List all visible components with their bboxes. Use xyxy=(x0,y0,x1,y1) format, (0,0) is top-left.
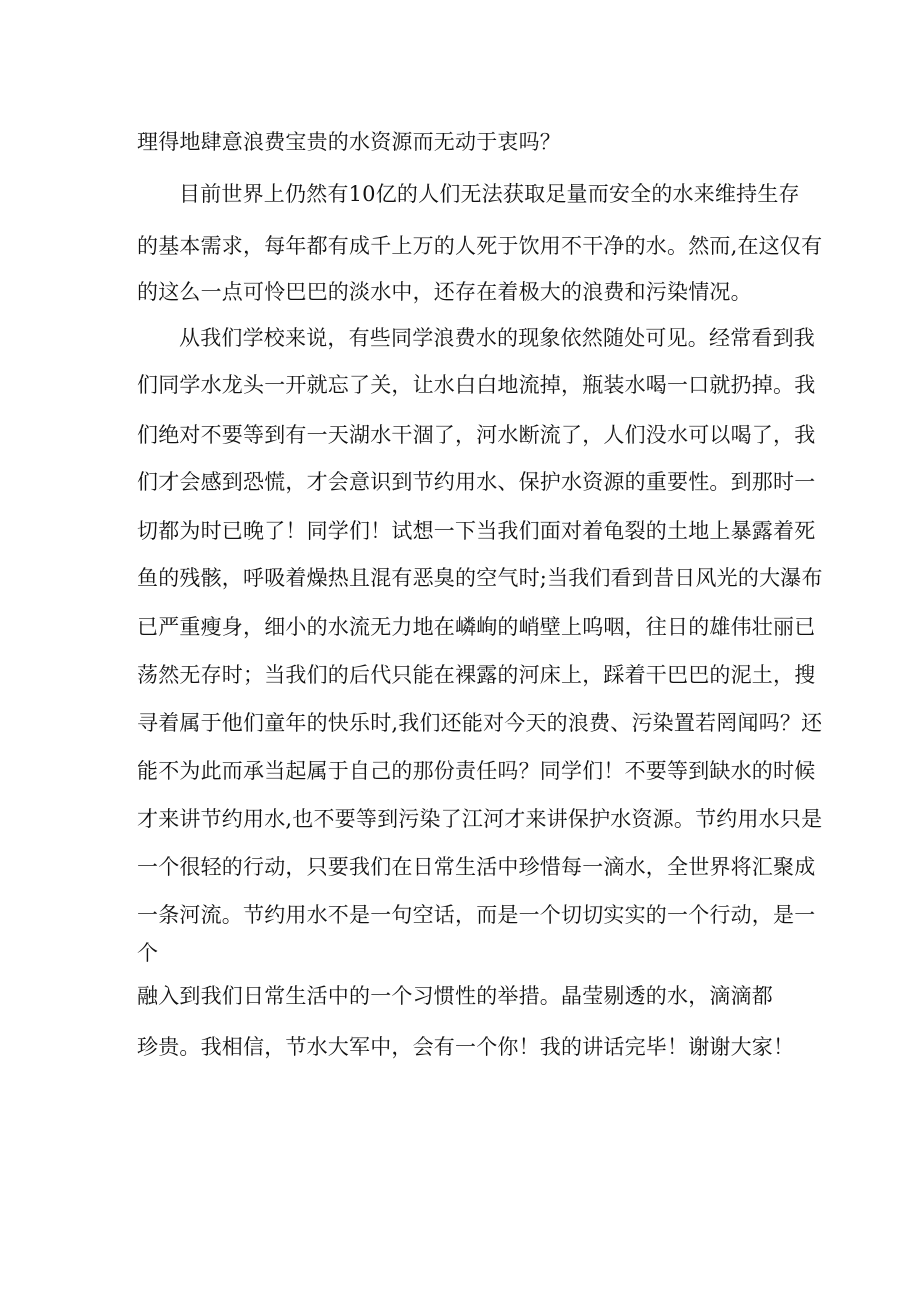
text-line: 的这么一点可怜巴巴的淡水中，还存在着极大的浪费和污染情况。 xyxy=(137,280,752,304)
text-line: 理得地肆意浪费宝贵的水资源而无动于衷吗？ xyxy=(137,130,561,154)
text-line: 一条河流。节约用水不是一句空话，而是一个切切实实的一个行动，是一 xyxy=(137,903,816,927)
text-line: 个 xyxy=(137,941,159,965)
text-line: 荡然无存时；当我们的后代只能在裸露的河床上，踩着干巴巴的泥土，搜 xyxy=(137,663,816,687)
text-line: 鱼的残骸，呼吸着燥热且混有恶臭的空气时;当我们看到昔日风光的大瀑布 xyxy=(137,566,823,590)
text-line: 珍贵。我相信，节水大军中，会有一个你！我的讲话完毕！谢谢大家！ xyxy=(137,1035,795,1059)
text-line: 寻着属于他们童年的快乐时,我们还能对今天的浪费、污染置若罔闻吗？还 xyxy=(137,711,823,735)
text-line: 的基本需求，每年都有成千上万的人死于饮用不干净的水。然而,在这仅有 xyxy=(137,234,823,258)
text-line: 切都为时已晚了！同学们！试想一下当我们面对着龟裂的土地上暴露着死 xyxy=(137,519,816,543)
text-line: 一个很轻的行动，只要我们在日常生活中珍惜每一滴水，全世界将汇聚成 xyxy=(137,855,816,879)
text-line: 们同学水龙头一开就忘了关，让水白白地流掉，瓶装水喝一口就扔掉。我 xyxy=(137,373,816,397)
paragraph-first-line: 从我们学校来说，有些同学浪费水的现象依然随处可见。经常看到我 xyxy=(179,326,815,350)
text-line: 融入到我们日常生活中的一个习惯性的举措。晶莹剔透的水，滴滴都 xyxy=(137,984,773,1008)
paragraph-first-line: 目前世界上仍然有10亿的人们无法获取足量而安全的水来维持生存 xyxy=(179,182,800,206)
text-line: 已严重瘦身，细小的水流无力地在嶙峋的峭壁上呜咽，往日的雄伟壮丽已 xyxy=(137,615,816,639)
text-line: 才来讲节约用水,也不要等到污染了江河才来讲保护水资源。节约用水只是 xyxy=(137,807,823,831)
text-line: 能不为此而承当起属于自己的那份责任吗？同学们！不要等到缺水的时候 xyxy=(137,759,816,783)
text-line: 们才会感到恐慌，才会意识到节约用水、保护水资源的重要性。到那时一 xyxy=(137,470,816,494)
text-line: 们绝对不要等到有一天湖水干涸了，河水断流了，人们没水可以喝了，我 xyxy=(137,423,816,447)
